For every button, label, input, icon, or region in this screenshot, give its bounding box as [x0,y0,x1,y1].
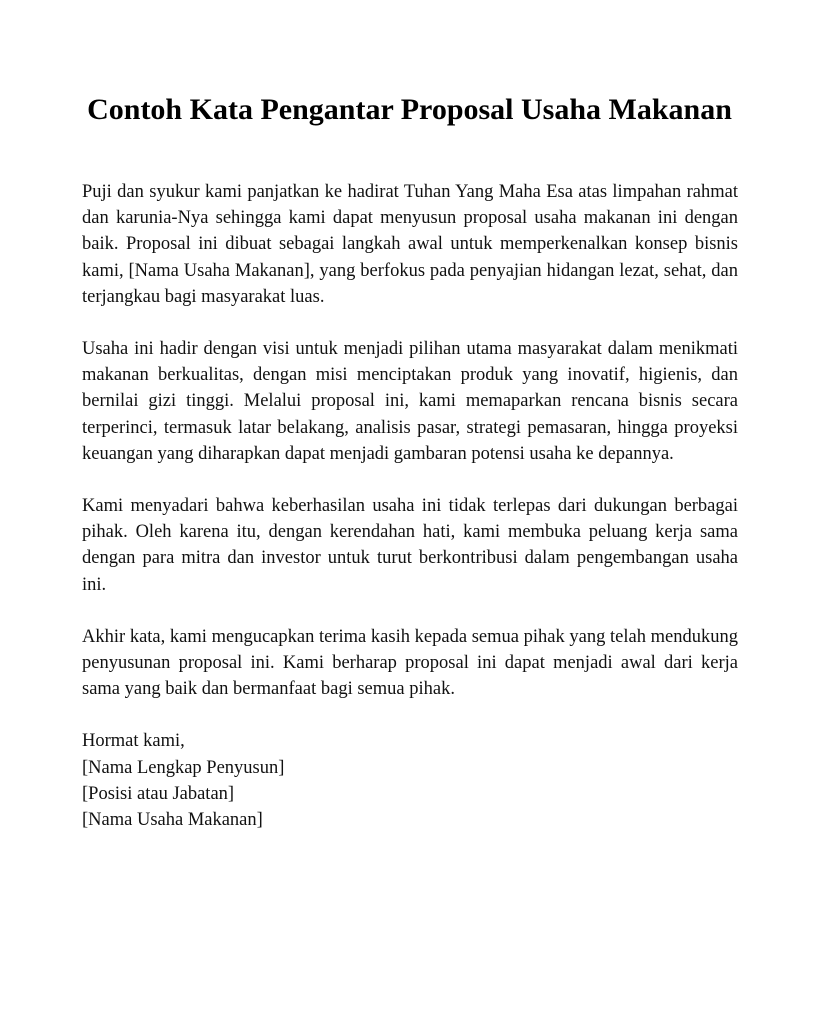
author-name: [Nama Lengkap Penyusun] [82,757,285,778]
document-title: Contoh Kata Pengantar Proposal Usaha Makanan [87,93,732,126]
paragraph-closing-thanks: Akhir kata, kami mengucapkan terima kasih kepada semua pihak yang telah mendukung penyusunan proposal ini. Kami berharap proposal ini dapat menjadi awal dari kerja sama yang baik dan bermanfaat bagi semua pihak. [82,626,738,700]
business-name: [Nama Usaha Makanan] [82,810,263,831]
paragraph-partnership: Kami menyadari bahwa keberhasilan usaha ini tidak terlepas dari dukungan berbagai pihak. Oleh karena itu, dengan kerendahan hati, kami membuka peluang kerja sama dengan para mitra dan investor untuk turut berkontribusi dalam pengembangan usaha ini. [82,496,738,595]
document-body [82,179,738,833]
closing-salutation: Hormat kami, [82,731,185,752]
paragraph-vision-mission: Usaha ini hadir dengan visi untuk menjadi pilihan utama masyarakat dalam menikmati makanan berkualitas, dengan misi menciptakan produk yang inovatif, higienis, dan bernilai gizi tinggi. Melalui proposal ini, kami memaparkan rencana bisnis secara terperinci, termasuk latar belakang, analisis pasar, strategi pemasaran, hingga proyeksi keuangan yang diharapkan dapat menjadi gambaran potensi usaha ke depannya. [82,339,738,464]
author-position: [Posisi atau Jabatan] [82,783,235,804]
signature-block [82,728,738,833]
paragraph-opening: Puji dan syukur kami panjatkan ke hadirat Tuhan Yang Maha Esa atas limpahan rahmat dan karunia-Nya sehingga kami dapat menyusun proposal usaha makanan ini dengan baik. Proposal ini dibuat sebagai langkah awal untuk memperkenalkan konsep bisnis kami, [Nama Usaha Makanan], yang berfokus pada penyajian hidangan lezat, sehat, dan terjangkau bagi masyarakat luas. [82,182,738,307]
